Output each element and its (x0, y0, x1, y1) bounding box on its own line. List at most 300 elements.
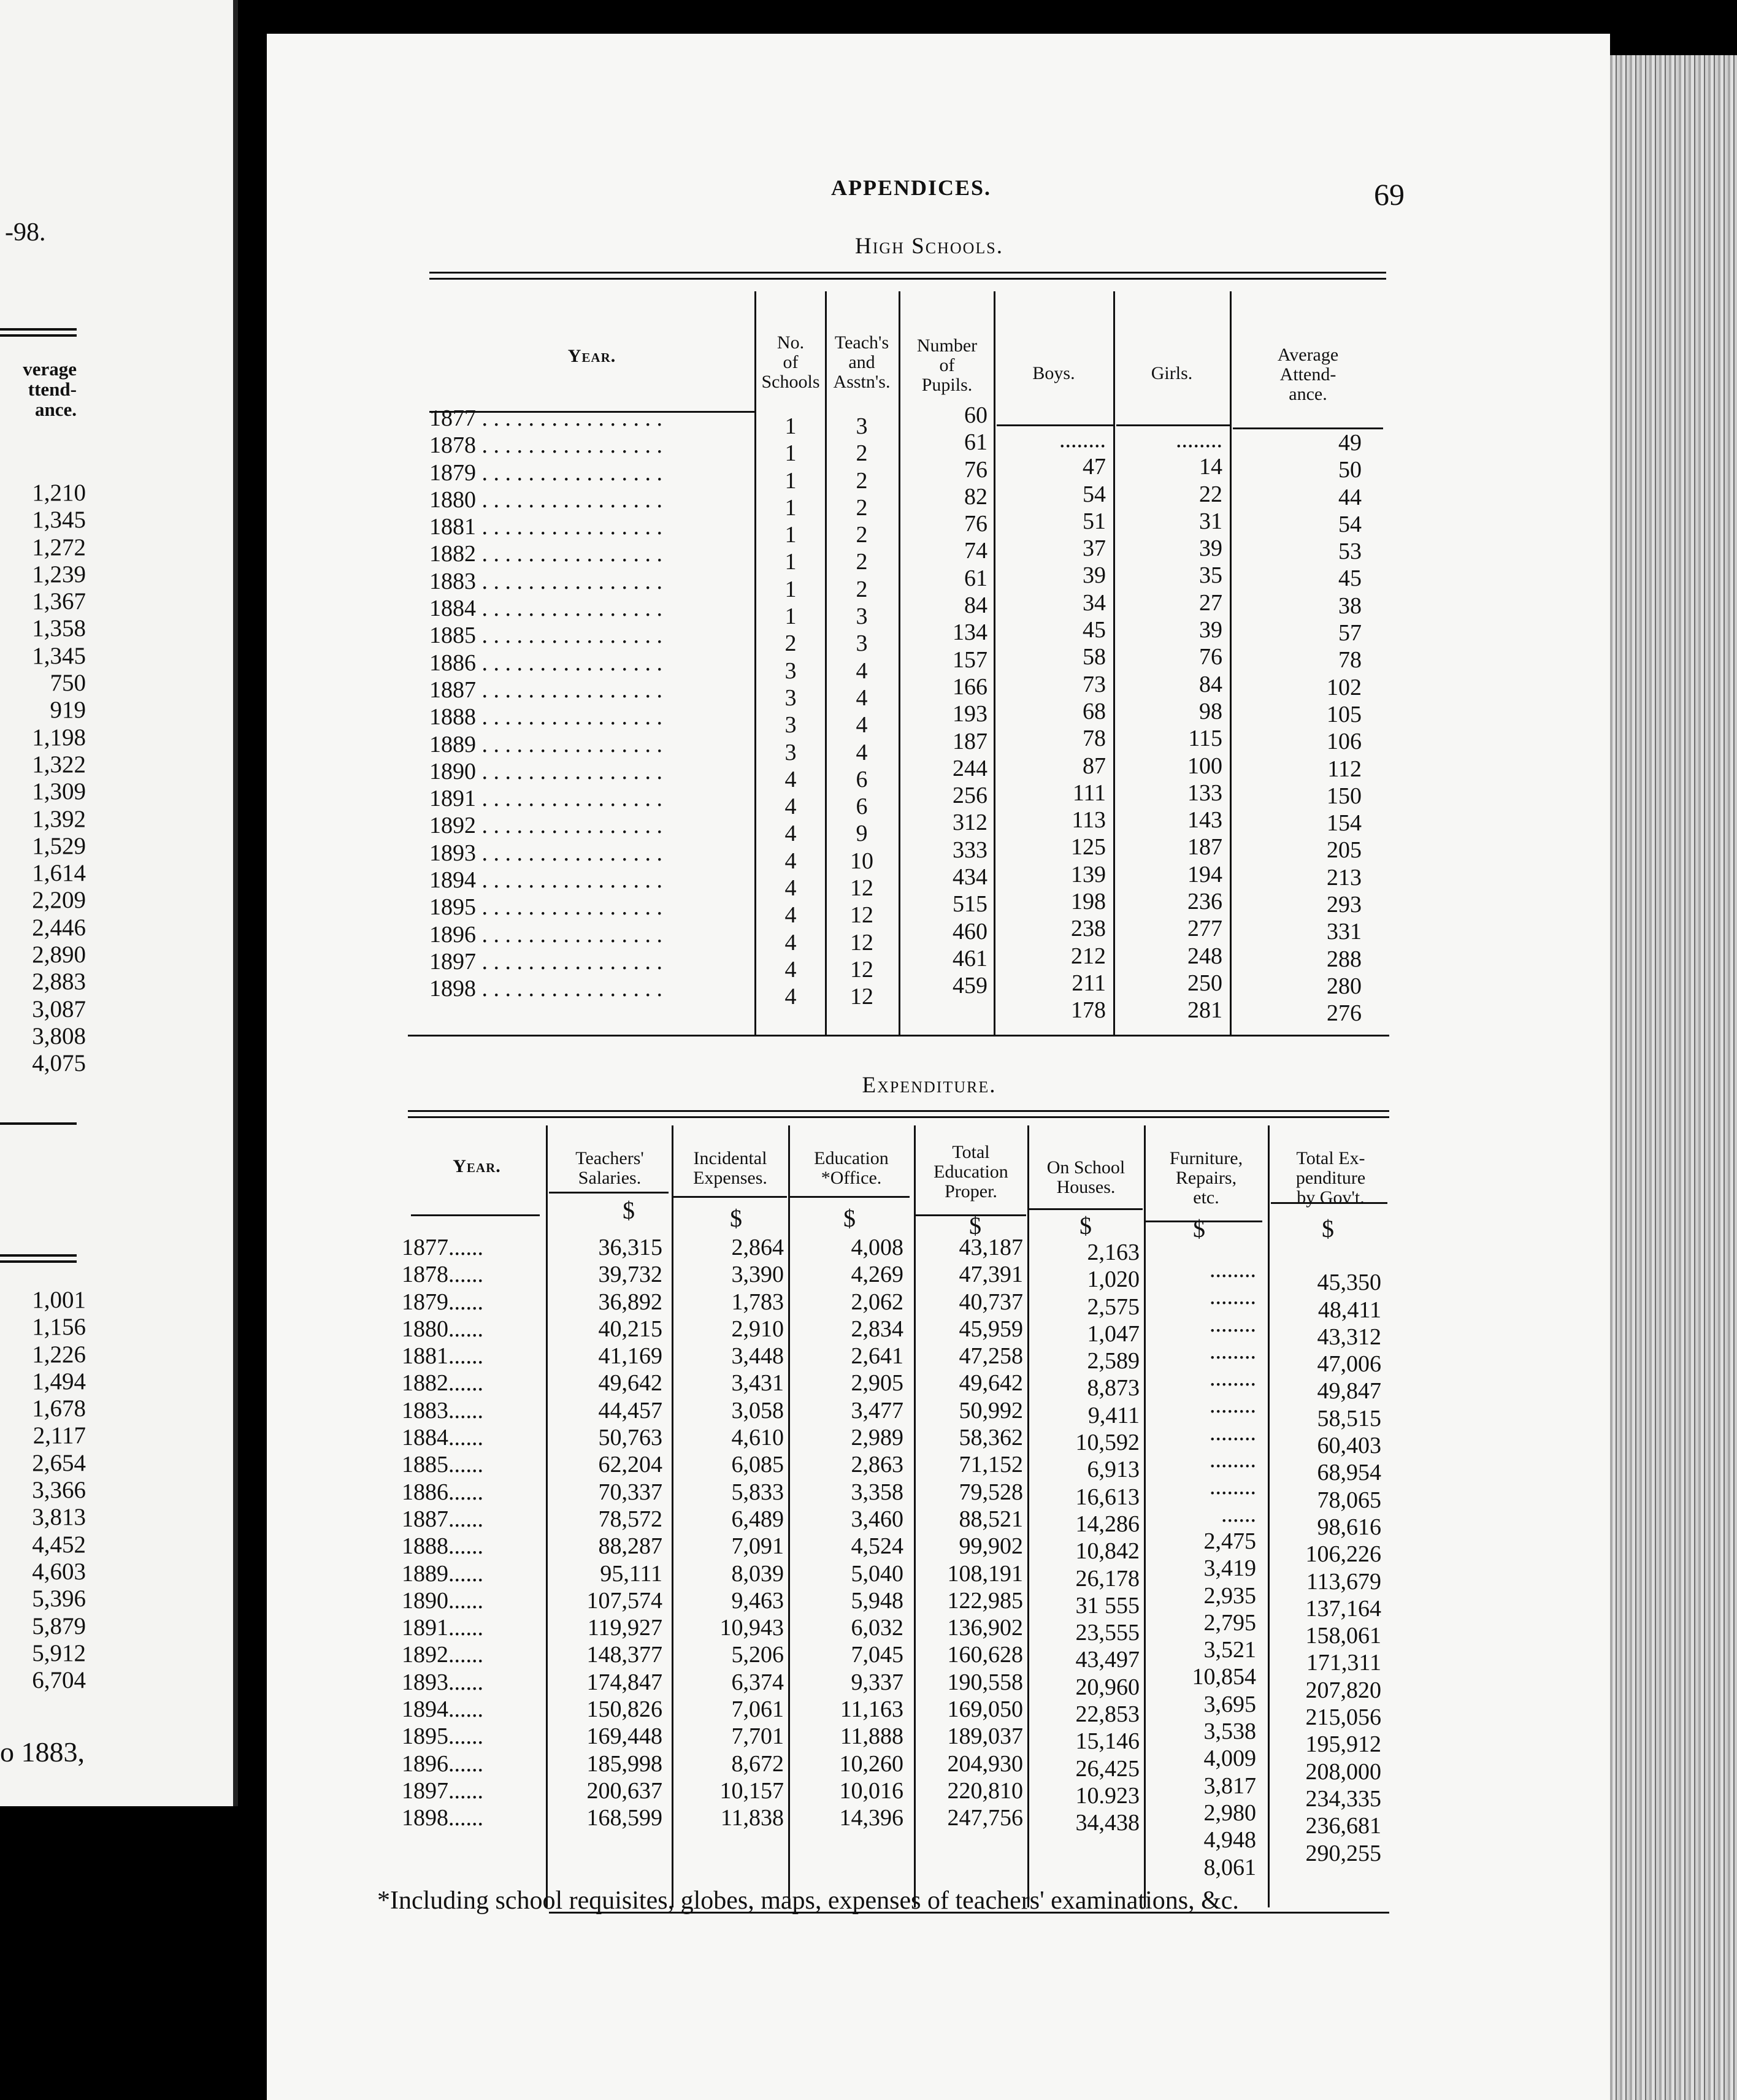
hs-girls-cell: 133 (1187, 780, 1222, 806)
hs-boys-cell: 58 (1083, 644, 1106, 670)
hs-schools-cell: 4 (784, 929, 797, 956)
hs-boys-cell: 45 (1083, 617, 1106, 643)
exp-houses-cell: 31 555 (1075, 1592, 1140, 1619)
exp-houses-cell: 20,960 (1075, 1674, 1140, 1700)
exp-furniture-cell: ........ (1210, 1419, 1256, 1446)
hs-pupils-cell: 193 (953, 701, 987, 727)
exp-office-cell: 3,460 (851, 1506, 903, 1532)
left-page-value: 3,366 (32, 1477, 86, 1504)
exp-salaries-column (549, 1234, 662, 1859)
hs-boys-cell: 211 (1072, 970, 1106, 996)
exp-furniture-cell: 2,980 (1203, 1799, 1256, 1826)
hs-schools-column (757, 413, 824, 1011)
exp-currency-furniture: $ (1193, 1215, 1205, 1243)
left-lower-column (0, 1287, 86, 1694)
left-page-value: 1,198 (32, 724, 86, 751)
left-table-rule (0, 334, 77, 337)
hs-year-cell: 1897 . . . . . . . . . . . . . . . . (429, 948, 662, 975)
hs-attendance-column (1233, 429, 1362, 1027)
hs-year-cell: 1880 . . . . . . . . . . . . . . . . (429, 486, 662, 513)
exp-column-divider (546, 1125, 548, 1907)
exp-currency-office: $ (843, 1205, 856, 1232)
hs-year-column (429, 405, 751, 1003)
exp-total-proper-cell: 169,050 (947, 1696, 1023, 1723)
exp-year-cell: 1888...... (402, 1533, 483, 1560)
hs-header-pupils: Number of Pupils. (916, 335, 978, 395)
hs-teachers-cell: 9 (856, 821, 868, 847)
exp-houses-cell: 15,146 (1075, 1728, 1140, 1755)
hs-year-cell: 1896 . . . . . . . . . . . . . . . . (429, 921, 662, 948)
exp-total-proper-cell: 47,258 (959, 1343, 1023, 1370)
hs-boys-cell: 34 (1083, 589, 1106, 616)
exp-total-proper-cell: 58,362 (959, 1425, 1023, 1451)
hs-girls-cell: 84 (1199, 671, 1222, 697)
hs-pupils-cell: 76 (964, 511, 987, 537)
exp-incidental-cell: 7,061 (731, 1696, 784, 1723)
exp-houses-cell: 16,613 (1075, 1484, 1140, 1510)
exp-office-cell: 11,163 (840, 1696, 903, 1723)
exp-year-cell: 1882...... (402, 1370, 483, 1397)
hs-schools-cell: 4 (784, 984, 797, 1010)
exp-total-proper-cell: 99,902 (959, 1533, 1023, 1560)
exp-office-cell: 14,396 (839, 1805, 903, 1831)
hs-teachers-cell: 2 (856, 494, 868, 521)
exp-office-cell (790, 1832, 903, 1859)
hs-teachers-cell: 4 (856, 739, 868, 765)
hs-girls-cell: 39 (1199, 617, 1222, 643)
exp-header-total-gov: Total Ex- penditure by Gov't. (1295, 1148, 1366, 1208)
hs-schools-cell: 4 (784, 766, 797, 792)
exp-incidental-cell: 10,157 (719, 1777, 784, 1804)
hs-girls-cell: 236 (1187, 889, 1222, 915)
exp-header-underline (673, 1196, 787, 1198)
hs-teachers-cell: 3 (856, 413, 868, 439)
exp-office-cell: 2,905 (851, 1370, 903, 1397)
hs-pupils-cell: 244 (953, 755, 987, 781)
exp-total-gov-cell: 58,515 (1317, 1405, 1381, 1431)
hs-pupils-cell: 461 (953, 945, 987, 971)
hs-schools-cell: 3 (784, 657, 797, 684)
exp-incidental-cell: 5,833 (731, 1479, 784, 1505)
left-page-value: 2,209 (32, 887, 86, 914)
hs-pupils-cell: 515 (953, 891, 987, 918)
hs-year-cell: 1878 . . . . . . . . . . . . . . . . (429, 432, 662, 459)
hs-teachers-cell: 10 (850, 848, 873, 874)
exp-total-gov-column (1271, 1242, 1381, 1867)
exp-houses-cell: 2,575 (1087, 1293, 1140, 1320)
left-page-value: 1,156 (32, 1314, 86, 1341)
left-page-value: 5,396 (32, 1585, 86, 1612)
exp-year-cell: 1879...... (402, 1289, 483, 1315)
exp-top-rule (408, 1116, 1389, 1118)
exp-houses-cell: 9,411 (1087, 1402, 1140, 1428)
hs-attendance-cell: 280 (1327, 973, 1362, 999)
exp-total-gov-cell: 78,065 (1317, 1487, 1381, 1513)
hs-header-teachers: Teach's and Asstn's. (833, 332, 891, 392)
exp-total-proper-cell: 247,756 (947, 1805, 1023, 1831)
hs-teachers-cell: 12 (850, 875, 873, 902)
exp-total-gov-cell: 137,164 (1305, 1595, 1381, 1622)
exp-year-cell: 1893...... (402, 1669, 483, 1695)
exp-header-furniture: Furniture, Repairs, etc. (1169, 1148, 1243, 1208)
hs-year-cell: 1890 . . . . . . . . . . . . . . . . (429, 758, 662, 784)
hs-boys-cell: 78 (1083, 726, 1106, 752)
left-page-value: 1,322 (32, 751, 86, 778)
hs-year-cell: 1894 . . . . . . . . . . . . . . . . (429, 867, 662, 894)
exp-houses-cell: 8,873 (1087, 1375, 1140, 1401)
hs-year-cell: 1879 . . . . . . . . . . . . . . . . (429, 459, 662, 486)
left-page-tail-text: o 1883, (0, 1736, 85, 1768)
hs-boys-column (995, 426, 1106, 1024)
hs-boys-cell: 87 (1083, 753, 1106, 779)
hs-schools-cell: 4 (784, 821, 797, 847)
exp-salaries-cell: 50,763 (598, 1425, 662, 1451)
hs-teachers-cell: 2 (856, 440, 868, 467)
left-page-value: 1,678 (32, 1395, 86, 1422)
exp-total-gov-cell: 215,056 (1305, 1704, 1381, 1731)
hs-pupils-cell: 74 (964, 538, 987, 564)
exp-total-gov-cell: 45,350 (1317, 1270, 1381, 1296)
exp-salaries-cell: 168,599 (586, 1805, 662, 1831)
left-table-rule (0, 1260, 77, 1263)
exp-year-cell: 1891...... (402, 1615, 483, 1641)
exp-year-cell: 1880...... (402, 1316, 483, 1342)
exp-office-cell: 2,062 (851, 1289, 903, 1315)
expenditure-title: Expenditure. (862, 1073, 997, 1098)
exp-year-cell: 1887...... (402, 1506, 483, 1532)
exp-salaries-cell: 174,847 (586, 1669, 662, 1695)
left-page-value: 1,494 (32, 1368, 86, 1395)
left-page-value: 1,001 (32, 1287, 86, 1313)
hs-attendance-cell: 102 (1327, 674, 1362, 700)
exp-total-proper-cell: 47,391 (959, 1262, 1023, 1288)
hs-pupils-cell: 76 (964, 456, 987, 483)
exp-office-cell: 3,477 (851, 1397, 903, 1424)
hs-header-girls: Girls. (1151, 363, 1193, 383)
exp-office-cell: 2,863 (851, 1452, 903, 1478)
hs-attendance-cell: 38 (1338, 592, 1362, 619)
hs-year-cell: 1892 . . . . . . . . . . . . . . . . (429, 813, 662, 839)
exp-year-cell: 1878...... (402, 1262, 483, 1288)
exp-office-cell: 9,337 (851, 1669, 903, 1695)
exp-furniture-cell: 2,475 (1203, 1528, 1256, 1554)
hs-year-cell: 1887 . . . . . . . . . . . . . . . . (429, 676, 662, 703)
exp-incidental-cell: 6,489 (731, 1506, 784, 1532)
exp-furniture-cell: ........ (1210, 1311, 1256, 1337)
exp-total-gov-cell: 60,403 (1317, 1433, 1381, 1459)
hs-attendance-cell: 112 (1327, 756, 1362, 782)
exp-salaries-cell: 185,998 (586, 1750, 662, 1777)
exp-salaries-cell: 150,826 (586, 1696, 662, 1723)
exp-header-total-proper: Total Education Proper. (934, 1142, 1008, 1201)
hs-girls-cell: 98 (1199, 698, 1222, 724)
left-facing-page (0, 0, 238, 1806)
left-page-value: 3,813 (32, 1504, 86, 1531)
page-number: 69 (1374, 177, 1405, 212)
hs-schools-cell: 4 (784, 848, 797, 874)
hs-attendance-cell: 44 (1338, 484, 1362, 510)
hs-header-schools: No. of Schools (761, 332, 820, 392)
exp-office-cell: 3,358 (851, 1479, 903, 1505)
hs-schools-cell: 1 (784, 494, 797, 521)
exp-total-gov-cell: 47,006 (1317, 1351, 1381, 1378)
hs-teachers-cell: 2 (856, 522, 868, 548)
exp-incidental-cell: 5,206 (731, 1642, 784, 1668)
hs-year-cell: 1884 . . . . . . . . . . . . . . . . (429, 596, 662, 622)
exp-houses-cell: 10,842 (1075, 1538, 1140, 1565)
exp-furniture-cell: 4,009 (1203, 1746, 1256, 1772)
exp-office-cell: 4,008 (851, 1235, 903, 1260)
hs-schools-cell: 3 (784, 712, 797, 738)
exp-year-cell: 1881...... (402, 1343, 483, 1370)
exp-total-proper-cell: 43,187 (959, 1235, 1023, 1260)
hs-top-rule (429, 272, 1386, 274)
hs-teachers-cell: 12 (850, 956, 873, 983)
hs-schools-cell: 2 (784, 630, 797, 657)
exp-salaries-cell: 119,927 (587, 1615, 662, 1641)
left-page-value: 1,392 (32, 805, 86, 832)
exp-office-column (790, 1234, 903, 1859)
exp-header-underline (549, 1192, 669, 1194)
hs-year-cell: 1885 . . . . . . . . . . . . . . . . (429, 623, 662, 649)
exp-furniture-cell: 3,695 (1203, 1691, 1256, 1717)
hs-schools-cell: 4 (784, 956, 797, 983)
exp-office-cell: 7,045 (851, 1642, 903, 1668)
exp-year-cell (402, 1832, 546, 1859)
hs-header-year: Year. (567, 346, 616, 366)
exp-office-cell: 2,834 (851, 1316, 903, 1342)
exp-total-proper-cell (916, 1832, 1023, 1859)
hs-girls-column (1115, 426, 1222, 1024)
exp-total-proper-cell: 160,628 (947, 1642, 1023, 1668)
hs-pupils-cell: 256 (953, 783, 987, 809)
exp-year-cell: 1894...... (402, 1696, 483, 1723)
hs-schools-cell: 1 (784, 440, 797, 467)
hs-boys-cell: 178 (1071, 997, 1106, 1024)
exp-total-proper-cell: 49,642 (959, 1370, 1023, 1397)
exp-office-cell: 2,989 (851, 1425, 903, 1451)
hs-pupils-cell: 84 (964, 592, 987, 619)
exp-total-proper-cell: 136,902 (947, 1615, 1023, 1641)
exp-houses-cell: 6,913 (1087, 1457, 1140, 1483)
hs-boys-cell: 68 (1083, 698, 1106, 724)
hs-year-cell: 1895 . . . . . . . . . . . . . . . . (429, 894, 662, 921)
hs-schools-cell: 4 (784, 794, 797, 820)
hs-girls-cell: 27 (1199, 589, 1222, 616)
exp-total-proper-column (916, 1234, 1023, 1859)
exp-houses-cell: 43,497 (1075, 1647, 1140, 1673)
hs-attendance-cell: 49 (1338, 430, 1362, 456)
hs-teachers-column (826, 413, 897, 1011)
exp-incidental-cell: 4,610 (731, 1425, 784, 1451)
exp-incidental-cell: 2,864 (731, 1235, 784, 1260)
hs-attendance-cell: 54 (1338, 511, 1362, 537)
exp-total-gov-cell: 171,311 (1306, 1650, 1381, 1676)
hs-header-attendance: Average Attend- ance. (1277, 345, 1339, 404)
exp-office-cell: 5,040 (851, 1560, 903, 1587)
exp-currency-total-proper: $ (969, 1212, 981, 1240)
left-page-value: 5,879 (32, 1612, 86, 1639)
exp-total-gov-cell (1271, 1242, 1381, 1269)
exp-total-proper-cell: 71,152 (959, 1452, 1023, 1478)
hs-teachers-cell: 12 (850, 902, 873, 929)
hs-attendance-cell: 205 (1327, 837, 1362, 864)
hs-boys-cell: 39 (1083, 562, 1106, 589)
exp-total-gov-cell: 49,847 (1317, 1378, 1381, 1404)
hs-schools-cell: 3 (784, 739, 797, 765)
exp-total-gov-cell: 208,000 (1305, 1758, 1381, 1785)
exp-total-proper-cell: 88,521 (959, 1506, 1023, 1532)
exp-furniture-cell: ........ (1210, 1284, 1256, 1310)
left-page-value: 1,614 (32, 860, 86, 887)
exp-furniture-cell: ........ (1210, 1474, 1256, 1500)
hs-boys-cell: 111 (1072, 780, 1106, 806)
hs-teachers-cell: 6 (856, 794, 868, 820)
hs-teachers-cell: 6 (856, 766, 868, 792)
hs-teachers-cell: 2 (856, 576, 868, 602)
left-upper-column (0, 480, 86, 1078)
hs-pupils-cell: 60 (964, 402, 987, 428)
hs-schools-cell: 3 (784, 684, 797, 711)
left-page-header-fragment: -98. (5, 218, 46, 247)
hs-schools-cell: 1 (784, 576, 797, 602)
exp-salaries-cell: 62,204 (598, 1452, 662, 1478)
exp-furniture-cell: 2,935 (1203, 1582, 1256, 1609)
exp-incidental-cell: 7,091 (731, 1533, 784, 1560)
hs-teachers-cell: 2 (856, 549, 868, 575)
exp-salaries-cell: 107,574 (586, 1587, 662, 1614)
left-column-header: verage ttend- ance. (23, 358, 77, 420)
exp-year-cell: 1885...... (402, 1452, 483, 1478)
exp-total-gov-cell: 236,681 (1305, 1813, 1381, 1839)
hs-boys-cell: 125 (1071, 834, 1106, 860)
hs-schools-cell: 1 (784, 549, 797, 575)
hs-attendance-cell: 293 (1327, 892, 1362, 918)
book-page (267, 34, 1610, 2100)
hs-pupils-cell: 312 (953, 810, 987, 836)
exp-header-underline (1271, 1202, 1387, 1204)
exp-houses-column (1029, 1239, 1140, 1864)
hs-girls-cell: 100 (1187, 753, 1222, 779)
exp-houses-cell: 10,592 (1075, 1430, 1140, 1456)
exp-currency-salaries: $ (623, 1197, 635, 1224)
page-edges (1610, 55, 1737, 2100)
exp-incidental-cell: 11,838 (720, 1805, 784, 1831)
hs-pupils-column (902, 402, 987, 1000)
exp-currency-total-gov: $ (1322, 1215, 1334, 1243)
hs-pupils-cell: 333 (953, 837, 987, 863)
hs-year-cell: 1889 . . . . . . . . . . . . . . . . (429, 731, 662, 757)
hs-boys-cell: 139 (1071, 861, 1106, 887)
exp-total-proper-cell: 190,558 (947, 1669, 1023, 1695)
exp-salaries-cell: 169,448 (586, 1723, 662, 1750)
exp-total-proper-cell: 40,737 (959, 1289, 1023, 1315)
hs-attendance-cell: 213 (1327, 864, 1362, 891)
hs-pupils-cell: 157 (953, 646, 987, 673)
exp-salaries-cell: 200,637 (586, 1777, 662, 1804)
hs-girls-cell: ........ (1176, 427, 1222, 453)
exp-houses-cell: 1,047 (1087, 1320, 1140, 1347)
hs-pupils-cell: 166 (953, 673, 987, 700)
exp-year-cell: 1877...... (402, 1235, 483, 1260)
exp-salaries-cell: 41,169 (598, 1343, 662, 1370)
exp-year-cell: 1892...... (402, 1642, 483, 1668)
hs-schools-cell: 4 (784, 902, 797, 929)
left-table-rule (0, 1122, 77, 1125)
exp-salaries-cell (549, 1832, 662, 1859)
exp-header-underline (411, 1214, 540, 1216)
exp-year-cell: 1890...... (402, 1587, 483, 1614)
left-page-value: 1,210 (32, 480, 86, 506)
exp-furniture-cell: ........ (1210, 1338, 1256, 1364)
exp-office-cell: 4,524 (851, 1533, 903, 1560)
left-page-value: 2,883 (32, 968, 86, 995)
exp-total-gov-cell: 106,226 (1305, 1541, 1381, 1568)
hs-column-divider (1230, 291, 1232, 1037)
hs-pupils-cell: 61 (964, 429, 987, 456)
exp-incidental-cell (673, 1832, 784, 1859)
running-head: APPENDICES. (831, 175, 992, 200)
exp-salaries-cell: 36,892 (598, 1289, 662, 1315)
exp-year-cell: 1895...... (402, 1723, 483, 1750)
hs-year-cell: 1881 . . . . . . . . . . . . . . . . (429, 514, 662, 540)
hs-boys-cell: 73 (1083, 671, 1106, 697)
exp-incidental-cell: 10,943 (719, 1615, 784, 1641)
hs-header-boys: Boys. (1032, 363, 1075, 383)
hs-boys-cell: 54 (1083, 481, 1106, 507)
hs-bottom-rule (408, 1035, 1389, 1037)
exp-houses-cell: 10.923 (1075, 1782, 1140, 1809)
hs-pupils-cell: 82 (964, 483, 987, 510)
exp-furniture-cell: ........ (1210, 1257, 1256, 1282)
exp-incidental-cell: 8,672 (731, 1750, 784, 1777)
hs-pupils-cell: 134 (953, 619, 987, 646)
hs-girls-cell: 35 (1199, 562, 1222, 589)
hs-column-divider (754, 291, 756, 1037)
hs-teachers-cell: 12 (850, 929, 873, 956)
exp-office-cell: 4,269 (851, 1262, 903, 1288)
exp-total-proper-cell: 204,930 (947, 1750, 1023, 1777)
left-page-value: 4,603 (32, 1558, 86, 1585)
hs-boys-cell: 47 (1083, 454, 1106, 480)
exp-office-cell: 11,888 (840, 1723, 903, 1750)
exp-total-gov-cell: 207,820 (1305, 1677, 1381, 1703)
left-page-value: 1,309 (32, 778, 86, 805)
hs-attendance-cell: 50 (1338, 457, 1362, 483)
hs-pupils-cell: 460 (953, 918, 987, 945)
exp-year-cell: 1897...... (402, 1777, 483, 1804)
exp-furniture-cell: ........ (1210, 1447, 1256, 1473)
exp-furniture-cell: 4,948 (1203, 1827, 1256, 1853)
left-page-value: 1,272 (32, 534, 86, 561)
exp-header-houses: On School Houses. (1046, 1157, 1125, 1197)
exp-currency-houses: $ (1079, 1212, 1092, 1240)
left-page-value: 1,345 (32, 642, 86, 669)
exp-houses-cell: 2,163 (1087, 1240, 1140, 1265)
hs-girls-cell: 277 (1187, 916, 1222, 942)
exp-total-proper-cell: 45,959 (959, 1316, 1023, 1342)
exp-office-cell: 10,016 (839, 1777, 903, 1804)
exp-office-cell: 10,260 (839, 1750, 903, 1777)
exp-total-proper-cell: 50,992 (959, 1397, 1023, 1424)
exp-total-proper-cell: 79,528 (959, 1479, 1023, 1505)
exp-header-underline (1029, 1208, 1143, 1210)
hs-boys-cell: 198 (1071, 889, 1106, 915)
left-page-value: 750 (50, 670, 86, 697)
exp-total-gov-cell: 290,255 (1305, 1840, 1381, 1866)
exp-year-column (402, 1234, 546, 1859)
exp-office-cell: 6,032 (851, 1615, 903, 1641)
